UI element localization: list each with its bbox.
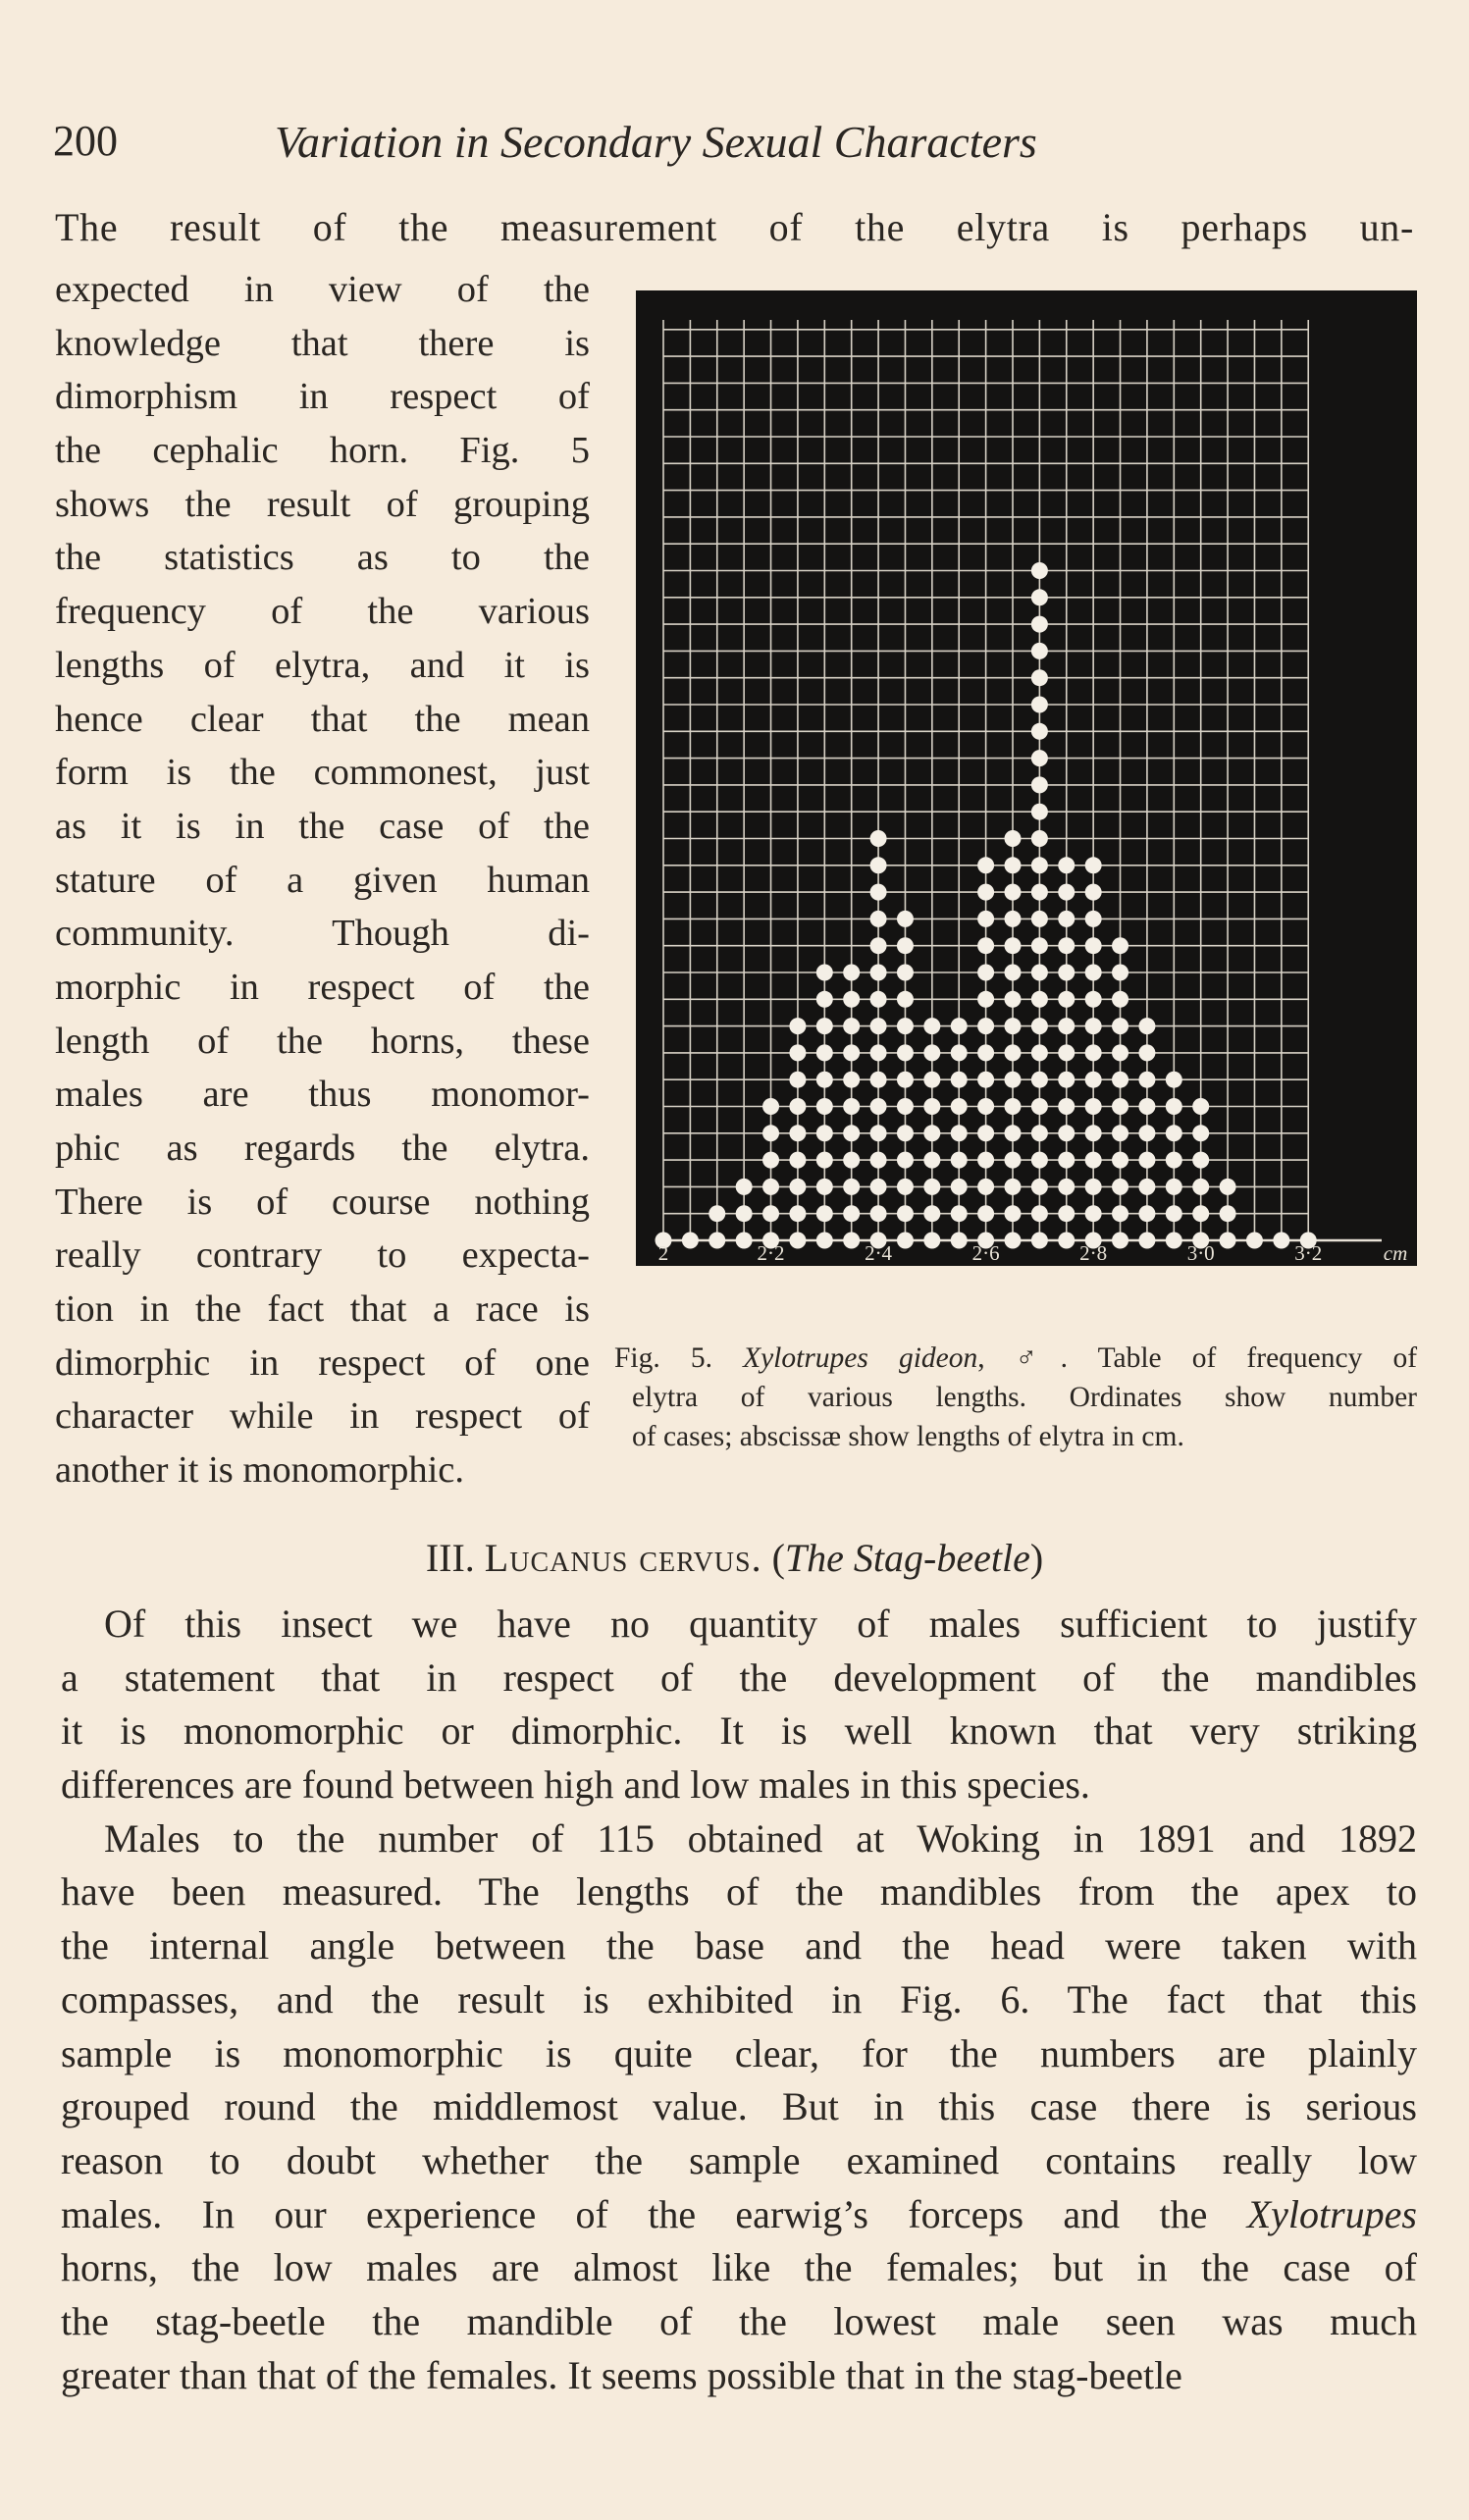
- frequency-dot: [708, 1205, 725, 1222]
- x-tick-label: 2·8: [1079, 1241, 1108, 1265]
- frequency-dot: [870, 830, 887, 847]
- frequency-dot: [977, 911, 994, 927]
- frequency-dot: [843, 965, 860, 981]
- frequency-dot: [1031, 1152, 1048, 1169]
- frequency-dot: [1058, 991, 1075, 1008]
- frequency-dot: [1031, 884, 1048, 901]
- frequency-dot: [1138, 1098, 1155, 1115]
- frequency-dot: [1085, 884, 1102, 901]
- lead-line-text: The result of the measurement of the elytra is perhaps un-: [55, 205, 1414, 249]
- frequency-dot: [1031, 830, 1048, 847]
- text-line: phic as regards the elytra.: [55, 1128, 590, 1169]
- frequency-dot: [789, 1179, 806, 1195]
- text-line: as it is in the case of the: [55, 805, 590, 847]
- frequency-dot: [951, 1179, 968, 1195]
- frequency-dot: [923, 1098, 940, 1115]
- caption-line-1-rest: Table of frequency of: [1097, 1342, 1418, 1374]
- frequency-dot: [1085, 857, 1102, 873]
- figure-5-frequency-chart: [636, 290, 1417, 1266]
- frequency-dot: [816, 1233, 833, 1249]
- text-line: the statistics as to the: [55, 537, 590, 579]
- frequency-dot: [977, 1098, 994, 1115]
- body-text: [61, 1598, 1417, 2402]
- frequency-dot: [1058, 1205, 1075, 1222]
- frequency-dot: [870, 965, 887, 981]
- running-head: [53, 116, 1416, 175]
- frequency-dot: [1005, 911, 1022, 927]
- frequency-dot: [1138, 1125, 1155, 1141]
- body-italic-word: Xylotrupes: [1246, 2191, 1417, 2236]
- frequency-dot: [1112, 1072, 1128, 1088]
- frequency-dot: [816, 1098, 833, 1115]
- caption-line-3: of cases; abscissæ show lengths of elytra in cm.: [632, 1421, 1184, 1452]
- frequency-dot: [870, 1098, 887, 1115]
- frequency-dot: [897, 911, 914, 927]
- frequency-dot: [762, 1152, 779, 1169]
- frequency-dot: [870, 884, 887, 901]
- frequency-dot: [843, 1018, 860, 1034]
- frequency-dot: [1112, 1125, 1128, 1141]
- frequency-dot: [1085, 1018, 1102, 1034]
- frequency-dot: [923, 1018, 940, 1034]
- frequency-dot: [951, 1125, 968, 1141]
- frequency-dot: [1192, 1098, 1209, 1115]
- frequency-dot: [1005, 830, 1022, 847]
- frequency-dot: [1112, 1044, 1128, 1061]
- body-line: Of this insect we have no quantity of males sufficient to justify: [104, 1601, 1417, 1646]
- x-tick-label: 3·2: [1294, 1241, 1323, 1265]
- frequency-dot: [1031, 1179, 1048, 1195]
- frequency-dot: [897, 1072, 914, 1088]
- frequency-dot: [1005, 1179, 1022, 1195]
- frequency-dot: [1112, 1233, 1128, 1249]
- frequency-dot: [1005, 1044, 1022, 1061]
- text-line: community. Though di-: [55, 913, 590, 955]
- frequency-dot: [1005, 1233, 1022, 1249]
- frequency-dot: [923, 1233, 940, 1249]
- frequency-dot: [1166, 1098, 1182, 1115]
- frequency-dot: [897, 937, 914, 954]
- frequency-dot: [977, 1179, 994, 1195]
- frequency-dot: [1138, 1072, 1155, 1088]
- frequency-dot: [1273, 1233, 1289, 1249]
- frequency-dot: [951, 1098, 968, 1115]
- frequency-dot: [923, 1072, 940, 1088]
- frequency-dot: [1192, 1152, 1209, 1169]
- text-line: lengths of elytra, and it is: [55, 644, 590, 686]
- frequency-dot: [1112, 1205, 1128, 1222]
- text-line: really contrary to expecta-: [55, 1234, 590, 1277]
- frequency-dot: [843, 991, 860, 1008]
- x-tick-label: cm: [1383, 1241, 1408, 1265]
- frequency-dot: [708, 1233, 725, 1249]
- frequency-dot: [897, 991, 914, 1008]
- frequency-dot: [816, 1018, 833, 1034]
- lead-line: [55, 204, 1414, 250]
- frequency-dot: [843, 1098, 860, 1115]
- frequency-dot: [1112, 1152, 1128, 1169]
- figure-caption: [614, 1339, 1417, 1456]
- frequency-dot: [816, 1072, 833, 1088]
- frequency-dot: [1085, 1152, 1102, 1169]
- frequency-dot: [1138, 1152, 1155, 1169]
- frequency-dot: [1058, 1179, 1075, 1195]
- frequency-dot: [736, 1205, 753, 1222]
- body-line: horns, the low males are almost like the females; but in the case of: [61, 2245, 1417, 2290]
- frequency-dot: [977, 1125, 994, 1141]
- frequency-dot: [1112, 1098, 1128, 1115]
- frequency-dot: [977, 937, 994, 954]
- frequency-dot: [1112, 991, 1128, 1008]
- x-tick-label: 2·2: [757, 1241, 785, 1265]
- frequency-dot: [816, 1044, 833, 1061]
- frequency-dot: [1166, 1152, 1182, 1169]
- frequency-dot: [1031, 857, 1048, 873]
- frequency-dot: [977, 1205, 994, 1222]
- frequency-dot: [843, 1233, 860, 1249]
- caption-sex-symbol: ♂: [1015, 1342, 1061, 1374]
- frequency-dot: [870, 1044, 887, 1061]
- frequency-dot: [1112, 937, 1128, 954]
- frequency-dot: [1192, 1179, 1209, 1195]
- frequency-dot: [1192, 1125, 1209, 1141]
- frequency-dot: [1138, 1179, 1155, 1195]
- frequency-dot: [1058, 1044, 1075, 1061]
- frequency-dot: [789, 1018, 806, 1034]
- frequency-dot: [1031, 616, 1048, 633]
- frequency-dot: [843, 1179, 860, 1195]
- text-line: males are thus monomor-: [55, 1074, 590, 1116]
- frequency-dot: [1031, 697, 1048, 713]
- frequency-dot: [1058, 911, 1075, 927]
- frequency-dot: [1031, 1018, 1048, 1034]
- frequency-dot: [1085, 911, 1102, 927]
- frequency-dot: [1031, 1098, 1048, 1115]
- body-line: a statement that in respect of the development of the mandibles: [61, 1654, 1417, 1700]
- body-line: Males to the number of 115 obtained at Woking in 1891 and 1892: [104, 1815, 1417, 1861]
- text-line: another it is monomorphic.: [55, 1449, 465, 1492]
- section-numeral: III.: [425, 1536, 475, 1580]
- frequency-dot: [1005, 1098, 1022, 1115]
- frequency-dot: [1058, 1018, 1075, 1034]
- text-line: form is the commonest, just: [55, 752, 590, 794]
- frequency-dot: [1058, 1072, 1075, 1088]
- frequency-dot: [816, 1125, 833, 1141]
- frequency-dot: [1138, 1018, 1155, 1034]
- frequency-dot: [977, 991, 994, 1008]
- caption-fig-label: Fig. 5.: [614, 1342, 712, 1374]
- frequency-dot: [1005, 1072, 1022, 1088]
- text-line: stature of a given human: [55, 859, 590, 901]
- frequency-dot: [843, 1125, 860, 1141]
- frequency-dot: [1031, 562, 1048, 579]
- x-tick-label: 3·0: [1186, 1241, 1215, 1265]
- caption-species: Xylotrupes gideon: [743, 1342, 978, 1374]
- frequency-dot: [951, 1072, 968, 1088]
- frequency-dot: [1031, 643, 1048, 659]
- frequency-dot: [1085, 1125, 1102, 1141]
- frequency-dot: [897, 1044, 914, 1061]
- frequency-dot: [816, 1179, 833, 1195]
- frequency-dot: [1085, 937, 1102, 954]
- body-line: sample is monomorphic is quite clear, for the numbers are plainly: [61, 2030, 1417, 2075]
- frequency-dot: [951, 1233, 968, 1249]
- frequency-dot: [870, 991, 887, 1008]
- body-line-with-italic: [61, 2188, 1417, 2242]
- frequency-dot: [923, 1205, 940, 1222]
- frequency-dot: [897, 1205, 914, 1222]
- frequency-dot: [870, 1072, 887, 1088]
- frequency-dot: [951, 1205, 968, 1222]
- frequency-dot: [1058, 857, 1075, 873]
- frequency-dot: [1031, 1125, 1048, 1141]
- frequency-dot: [816, 965, 833, 981]
- frequency-dot: [843, 1205, 860, 1222]
- frequency-dot: [843, 1044, 860, 1061]
- frequency-dot: [1031, 1205, 1048, 1222]
- frequency-dot: [1031, 669, 1048, 686]
- frequency-dot: [1058, 937, 1075, 954]
- frequency-dot: [1058, 1152, 1075, 1169]
- text-line: character while in respect of: [55, 1395, 590, 1438]
- frequency-dot: [1005, 965, 1022, 981]
- frequency-dot: [1112, 1018, 1128, 1034]
- frequency-dot: [1031, 776, 1048, 793]
- x-tick-label: 2·4: [865, 1241, 893, 1265]
- frequency-dot: [682, 1233, 699, 1249]
- text-line: shows the result of grouping: [55, 483, 590, 525]
- frequency-dot: [1220, 1179, 1236, 1195]
- frequency-dot: [762, 1205, 779, 1222]
- frequency-dot: [1085, 1179, 1102, 1195]
- frequency-dot: [789, 1098, 806, 1115]
- frequency-dot: [789, 1205, 806, 1222]
- frequency-dot: [1192, 1205, 1209, 1222]
- frequency-dot: [1031, 1072, 1048, 1088]
- text-line: length of the horns, these: [55, 1020, 590, 1062]
- frequency-dot: [1085, 1098, 1102, 1115]
- frequency-dot: [762, 1098, 779, 1115]
- frequency-dot: [1085, 1205, 1102, 1222]
- frequency-dot: [762, 1125, 779, 1141]
- frequency-dot: [1112, 965, 1128, 981]
- frequency-dot: [897, 1125, 914, 1141]
- frequency-dot: [951, 1018, 968, 1034]
- frequency-dot: [923, 1179, 940, 1195]
- frequency-dot: [1058, 1233, 1075, 1249]
- frequency-dot: [816, 991, 833, 1008]
- frequency-dot: [951, 1152, 968, 1169]
- frequency-dot: [1058, 1098, 1075, 1115]
- frequency-dot: [977, 1018, 994, 1034]
- frequency-dot: [923, 1044, 940, 1061]
- frequency-dot: [870, 1018, 887, 1034]
- frequency-dot: [897, 1179, 914, 1195]
- running-title: Variation in Secondary Sexual Characters: [275, 117, 1037, 167]
- frequency-dot: [977, 1152, 994, 1169]
- text-line: the cephalic horn. Fig. 5: [55, 430, 590, 472]
- frequency-dot: [789, 1044, 806, 1061]
- frequency-dot: [1220, 1205, 1236, 1222]
- text-line: frequency of the various: [55, 591, 590, 633]
- frequency-dot: [1112, 1179, 1128, 1195]
- text-line: dimorphism in respect of: [55, 376, 590, 418]
- frequency-dot: [870, 1152, 887, 1169]
- frequency-dot: [1138, 1205, 1155, 1222]
- frequency-dot: [1085, 965, 1102, 981]
- frequency-dot: [897, 965, 914, 981]
- frequency-dot: [977, 1044, 994, 1061]
- frequency-dot: [1005, 937, 1022, 954]
- frequency-dot: [1005, 857, 1022, 873]
- body-line: the internal angle between the base and the head were taken with: [61, 1923, 1417, 1969]
- text-line: dimorphic in respect of one: [55, 1341, 590, 1384]
- frequency-dot: [870, 1179, 887, 1195]
- frequency-dot: [762, 1179, 779, 1195]
- body-line: have been measured. The lengths of the mandibles from the apex to: [61, 1869, 1417, 1915]
- body-line: grouped round the middlemost value. But in this case there is serious: [61, 2084, 1417, 2129]
- frequency-dot: [897, 1152, 914, 1169]
- body-line: greater than that of the females. It seems possible that in the stag-beetle: [61, 2352, 1182, 2397]
- frequency-dot: [1031, 723, 1048, 740]
- frequency-dot: [870, 857, 887, 873]
- frequency-dot-chart: [636, 290, 1417, 1266]
- section-heading: III. Lucanus cervus. (The Stag-beetle): [425, 1536, 1044, 1580]
- frequency-dot: [1058, 1125, 1075, 1141]
- frequency-dot: [1031, 589, 1048, 605]
- frequency-dot: [923, 1152, 940, 1169]
- frequency-dot: [1085, 1044, 1102, 1061]
- text-line: tion in the fact that a race is: [55, 1288, 590, 1331]
- frequency-dot: [1085, 1072, 1102, 1088]
- frequency-dot: [1031, 750, 1048, 766]
- frequency-dot: [923, 1125, 940, 1141]
- caption-line-2: elytra of various lengths. Ordinates show number: [632, 1382, 1417, 1413]
- frequency-dot: [736, 1233, 753, 1249]
- frequency-dot: [1220, 1233, 1236, 1249]
- frequency-dot: [1246, 1233, 1263, 1249]
- frequency-dot: [1005, 1152, 1022, 1169]
- text-line: morphic in respect of the: [55, 966, 590, 1008]
- frequency-dot: [1166, 1205, 1182, 1222]
- text-line: There is of course nothing: [55, 1181, 590, 1223]
- body-line: it is monomorphic or dimorphic. It is well known that very striking: [61, 1708, 1417, 1754]
- frequency-dot: [1031, 1233, 1048, 1249]
- frequency-dot: [870, 1205, 887, 1222]
- frequency-dot: [1166, 1233, 1182, 1249]
- frequency-dot: [977, 884, 994, 901]
- frequency-dot: [1031, 1044, 1048, 1061]
- frequency-dot: [951, 1044, 968, 1061]
- frequency-dot: [789, 1072, 806, 1088]
- frequency-dot: [1031, 804, 1048, 820]
- body-line: the stag-beetle the mandible of the lowest male seen was much: [61, 2298, 1417, 2343]
- frequency-dot: [1085, 991, 1102, 1008]
- frequency-dot: [977, 857, 994, 873]
- body-line: compasses, and the result is exhibited in Fig. 6. The fact that this: [61, 1976, 1417, 2021]
- text-line: hence clear that the mean: [55, 698, 590, 740]
- frequency-dot: [1166, 1072, 1182, 1088]
- frequency-dot: [789, 1125, 806, 1141]
- frequency-dot: [1138, 1233, 1155, 1249]
- frequency-dot: [789, 1233, 806, 1249]
- x-tick-label: 2·6: [971, 1241, 1000, 1265]
- frequency-dot: [897, 1233, 914, 1249]
- body-line: differences are found between high and low males in this species.: [61, 1762, 1090, 1808]
- frequency-dot: [1058, 884, 1075, 901]
- frequency-dot: [977, 1072, 994, 1088]
- frequency-dot: [736, 1179, 753, 1195]
- text-line: expected in view of the: [55, 269, 590, 310]
- frequency-dot: [1031, 937, 1048, 954]
- frequency-dot: [870, 937, 887, 954]
- frequency-dot: [1005, 991, 1022, 1008]
- x-tick-label: 2: [657, 1241, 669, 1265]
- frequency-dot: [1005, 1205, 1022, 1222]
- body-line: reason to doubt whether the sample examined contains really low: [61, 2137, 1417, 2182]
- body-line-11-text: males. In our experience of the earwig’s forceps and the: [61, 2191, 1208, 2236]
- frequency-dot: [1005, 1018, 1022, 1034]
- section-name: Lucanus cervus.: [484, 1536, 762, 1580]
- frequency-dot: [1031, 911, 1048, 927]
- frequency-dot: [1166, 1179, 1182, 1195]
- frequency-dot: [1031, 991, 1048, 1008]
- frequency-dot: [1005, 884, 1022, 901]
- frequency-dot: [843, 1152, 860, 1169]
- frequency-dot: [843, 1072, 860, 1088]
- caption-line-1: Fig. 5. Xylotrupes gideon, ♂. Table of frequency of: [614, 1342, 1418, 1374]
- text-line: knowledge that there is: [55, 322, 590, 364]
- frequency-dot: [870, 911, 887, 927]
- page-number: 200: [53, 117, 118, 165]
- frequency-dot: [1138, 1044, 1155, 1061]
- frequency-dot: [897, 1098, 914, 1115]
- frequency-dot: [977, 965, 994, 981]
- section-common-name: The Stag-beetle: [784, 1536, 1030, 1580]
- frequency-dot: [1031, 965, 1048, 981]
- frequency-dot: [870, 1125, 887, 1141]
- frequency-dot: [816, 1152, 833, 1169]
- frequency-dot: [789, 1152, 806, 1169]
- frequency-dot: [1058, 965, 1075, 981]
- frequency-dot: [1166, 1125, 1182, 1141]
- frequency-dot: [816, 1205, 833, 1222]
- frequency-dot: [897, 1018, 914, 1034]
- left-column-text: [55, 263, 590, 1497]
- frequency-dot: [1005, 1125, 1022, 1141]
